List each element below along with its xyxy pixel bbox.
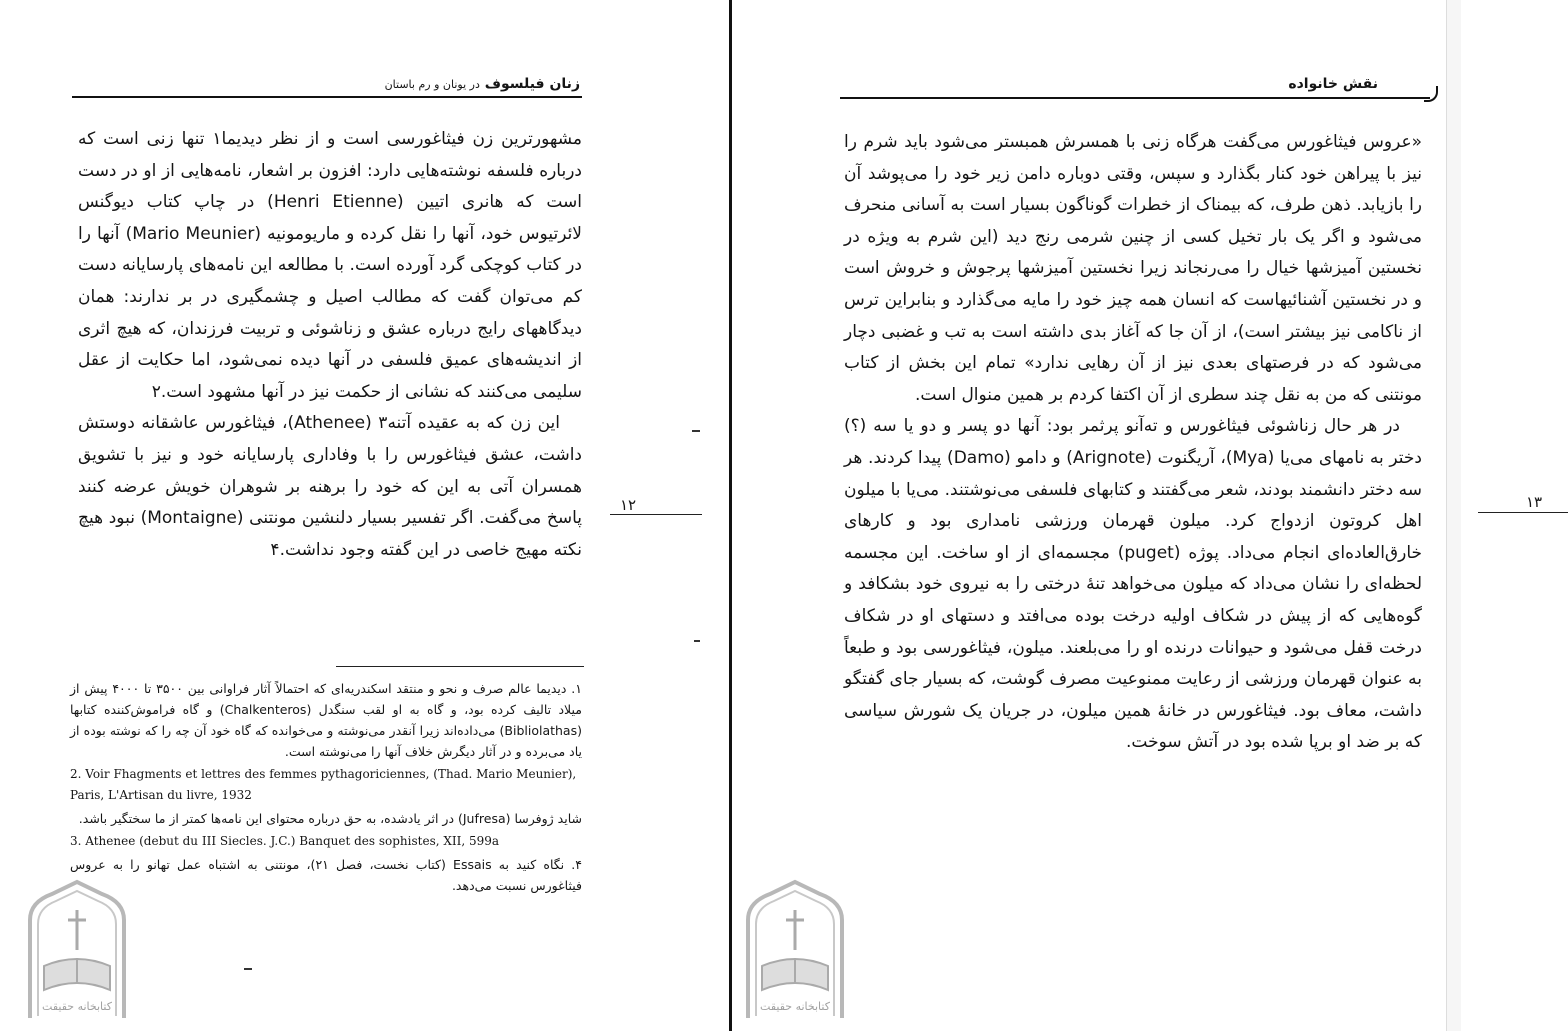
footnote: شاید ژوفرسا (Jufresa) در اثر یادشده، به حق درباره محتوای این نامه‌ها کمتر از ما سختگیر باشد. bbox=[78, 811, 582, 826]
running-head-title: نقش خانواده bbox=[1288, 76, 1378, 92]
header-rule-curl bbox=[1424, 86, 1438, 102]
body-text bbox=[78, 124, 582, 566]
library-stamp-icon bbox=[22, 880, 132, 1020]
page-number: ۱۳ bbox=[1526, 493, 1543, 511]
stamp-caption: کتابخانه حقیقت bbox=[760, 1000, 830, 1013]
book-gutter bbox=[729, 0, 732, 1031]
left-page bbox=[0, 0, 728, 1031]
paragraph: «عروس فیثاغورس می‌گفت هرگاه زنی با همسرش همبستر می‌شود باید شرم را نیز با پیراهن خود کنار بگذارد و سپس، وقتی دوباره دامن زیر خود را می‌پوشد آن را بازیابد. ذهن طرف، که بیمناک از خطرات گوناگون بسیار است به آسانی منحرف می‌شود و اگر یک بار تخیل کسی از چنین شرمی رنج دید (این شرم به ویژه در نخستین آمیزشها خیال را می‌رنجاند زیرا نخستین آمیزشها پرجوش و خروش است و در نخستین آشنائیهاست که انسان همه چیز خود را مایه می‌گذارد و بنابراین ترس از ناکامی نیز بیشتر است)، از آن جا که آغاز بدی داشته است به تب و غضبی دچار می‌شود که در فرصتهای بعدی نیز از آن رهایی ندارد» تمام این بخش از کتاب مونتنی که من به نقل چند سطری از آن اکتفا کردم بر همین منوال است. bbox=[844, 132, 1422, 405]
page-number-rule bbox=[1478, 512, 1568, 513]
footnote: ۴. نگاه کنید به Essais (کتاب نخست، فصل ۲۱)، مونتنی به اشتباه عمل تهانو را به عروس فیثاغورس نسبت می‌دهد. bbox=[70, 857, 582, 893]
footnotes bbox=[70, 678, 582, 896]
library-stamp-icon bbox=[740, 880, 850, 1020]
footnote: ۱. دیدیما عالم صرف و نحو و منتقد اسکندریه‌ای که احتمالاً آثار فراوانی بین ۳۵۰۰ تا ۴۰۰۰ پیش از میلاد تالیف کرده بود، و گاه به او لقب سنگدل (Chalkenteros) و گاه فراموش‌کننده کتابها (Bibliolathas) می‌داده‌اند زیرا آنقدر می‌نوشته و می‌خوانده که گاه خود آن چه را که نوشته بوده از یاد می‌برده و در آثار دیگرش خلاف آنها را می‌نوشته است. bbox=[70, 681, 582, 759]
stamp-caption: کتابخانه حقیقت bbox=[42, 1000, 112, 1013]
footnote: 3. Athenee (debut du III Siecles. J.C.) Banquet des sophistes, XII, 599a bbox=[70, 834, 500, 848]
right-page bbox=[734, 0, 1543, 1031]
scan-speck bbox=[692, 430, 700, 432]
body-text bbox=[844, 127, 1422, 759]
running-head bbox=[1288, 76, 1378, 92]
footnote: 2. Voir Fhagments et lettres des femmes pythagoriciennes, (Thad. Mario Meunier), Paris, L'Artisan du livre, 1932 bbox=[70, 767, 577, 802]
paragraph: مشهورترین زن فیثاغورسی است و از نظر دیدیما۱ تنها زنی است که درباره فلسفه نوشته‌هایی دارد: افزون بر اشعار، نامه‌هایی از او در دست است که هانری اتیین (Henri Etienne) در چاپ کتاب دیوگنس لائرتیوس خود، آنها را نقل کرده و ماریومونیه (Mario Meunier) آنها را در کتاب کوچکی گرد آورده است. با مطالعه این نامه‌های پارسایانه دست کم می‌توان گفت که مطالب اصیل و چشمگیری در بر ندارند: همان دیدگاههای رایج درباره عشق و زناشوئی و تربیت فرزندان، که هیچ اثری از اندیشه‌های عمیق فلسفی در آنها دیده نمی‌شود، اما حکایت از عقل سلیمی می‌کنند که نشانی از حکمت نیز در آنها مشهود است.۲ bbox=[78, 129, 583, 402]
scan-speck bbox=[244, 968, 252, 970]
scan-speck bbox=[694, 640, 700, 642]
page-number-rule bbox=[610, 514, 702, 515]
paragraph: این زن که به عقیده آتنه۳ (Athenee)، فیثاغورس عاشقانه دوستش داشت، عشق فیثاغورس را با وفاداری پارسایانه خود و نیز با تشویق همسران آتی به این که خود را برهنه بر شوهران خویش عرضه کنند پاسخ می‌گفت. اگر تفسیر بسیار دلنشین مونتنی (Montaigne) نبود هیچ نکته مهیج خاصی در این گفته وجود نداشت.۴ bbox=[78, 413, 582, 560]
running-head-title: زنان فیلسوف bbox=[484, 76, 580, 92]
page-number: ۱۲ bbox=[620, 496, 637, 514]
library-stamp bbox=[740, 880, 850, 1020]
paragraph: در هر حال زناشوئی فیثاغورس و ته‌آنو پرثمر بود: آنها دو پسر و دو یا سه (؟) دختر به نامهای می‌یا (Mya)، آریگنوت (Arignote) و دامو (Damo) پیدا کردند. هر سه دختر دانشمند بودند، شعر می‌گفتند و کتابهای فلسفی می‌نوشتند. می‌یا با میلون اهل کروتون ازدواج کرد. میلون قهرمان ورزشی نامداری بود و کارهای خارق‌العاده‌ای انجام می‌داد. پوژه (puget) مجسمه‌ای از او ساخت. این مجسمه لحظه‌ای را نشان می‌داد که میلون می‌خواهد تنهٔ درختی را به نیروی خود بشکافد و گوه‌هایی که از پیش در شکاف اولیه درخت بوده می‌افتد و دستهای او در شکاف درخت قفل می‌شود و حیوانات درنده او را می‌بلعند. میلون، فیثاغورسی بود و طبعاً به عنوان قهرمان ورزشی از رعایت ممنوعیت مصرف گوشت، که بسیار جای گفتگو داشت، معاف بود. فیثاغورس در خانهٔ همین میلون، در جریان یک شورش سیاسی که بر ضد او برپا شده بود در آتش سوخت. bbox=[844, 416, 1423, 753]
running-head-subtitle: در یونان و رم باستان bbox=[384, 78, 480, 91]
footnote-separator bbox=[336, 666, 584, 667]
running-head bbox=[385, 76, 580, 92]
header-rule bbox=[72, 96, 582, 98]
header-rule bbox=[840, 97, 1430, 99]
library-stamp bbox=[22, 880, 132, 1020]
